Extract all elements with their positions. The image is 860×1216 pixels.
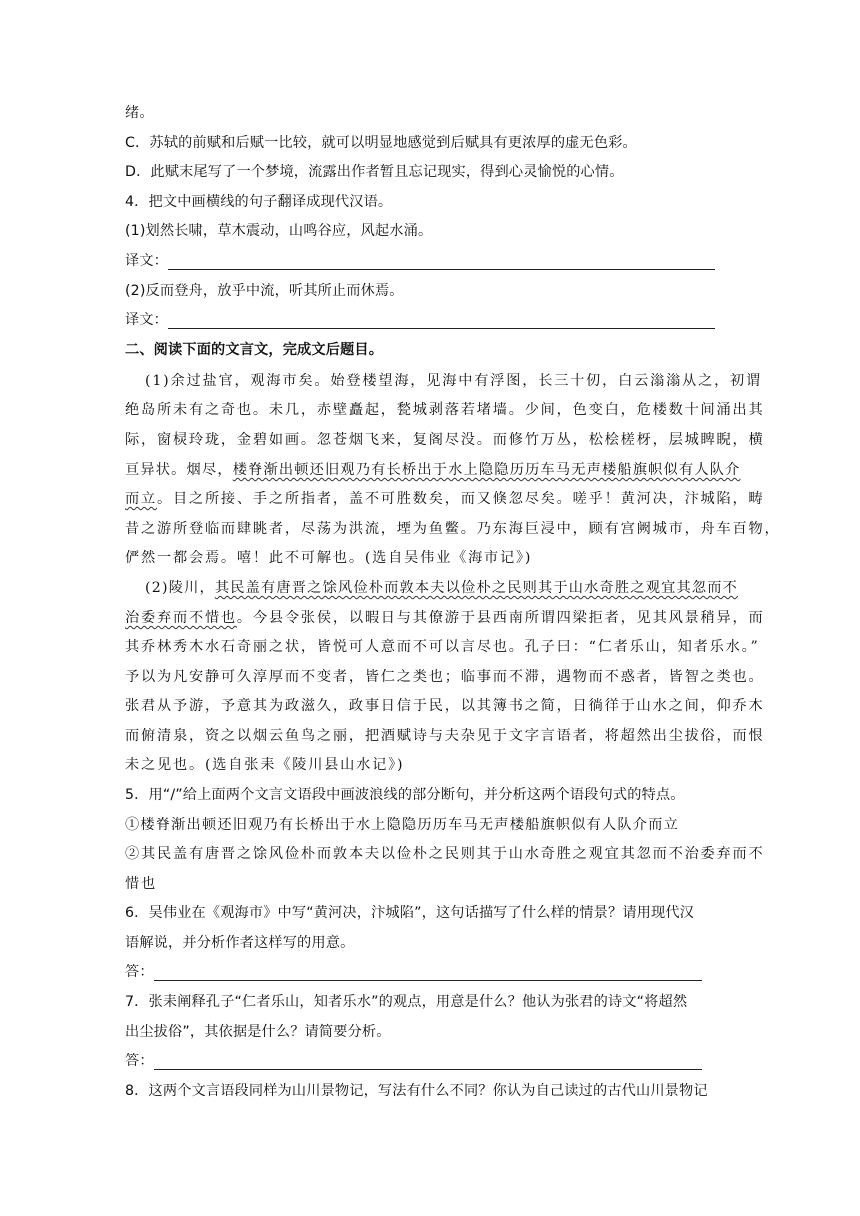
question-7-cont: 出尘拔俗”，其依据是什么？请简要分析。: [125, 1024, 391, 1040]
passage-2-line: 张君从予游，予意其为政滋久，政事日信于民，以其簿书之简，日徜徉于山水之间，仰乔木: [125, 698, 765, 714]
passage-2-source: 未之见也。(选自张耒《陵川县山水记》): [125, 757, 405, 773]
question-5-item-1: ①楼脊渐出顿还旧观乃有长桥出于水上隐隐历历车马无声楼船旗帜似有人队介而立: [125, 817, 679, 833]
passage-2-text: 。今县令张侯，以暇日与其僚游于县西南所谓四梁拒者，见其风景稍异，而: [236, 610, 765, 626]
answer-blank[interactable]: [168, 255, 715, 270]
answer-label: 答：: [125, 1053, 154, 1069]
question-4-item-1: (1)划然长啸，草木震动，山鸣谷应，风起水涌。: [125, 223, 433, 239]
passage-1-line: 绝岛所未有之奇也。未几，赤壁矗起，甃城剥落若堵墙。少间，色变白，危楼数十间涌出其: [125, 402, 765, 418]
wavy-underlined-text: 治委弃而不惜也: [125, 610, 237, 626]
passage-2-text: (2)陵川，: [145, 580, 215, 596]
question-7: 7．张耒阐释孔子“仁者乐山，知者乐水”的观点，用意是什么？他认为张君的诗文“将超然: [125, 994, 688, 1010]
wavy-underlined-text: 其民盖有唐晋之馀风俭朴而敦本夫以俭朴之民则其于山水奇胜之观宜其忽而不: [214, 580, 739, 596]
passage-2-line: [145, 579, 740, 597]
passage-1-text: 亘异状。烟尽，: [125, 462, 233, 478]
wavy-underlined-text: 楼脊渐出顿还旧观乃有长桥出于水上隐隐历历车马无声楼船旗帜似有人队介: [232, 462, 741, 478]
passage-1-source: 俨然一都会焉。嘻！此不可解也。(选自吴伟业《海市记》): [125, 550, 533, 566]
question-5: 5．用“/”给上面两个文言文语段中画波浪线的部分断句，并分析这两个语段句式的特点。: [125, 787, 685, 803]
answer-blank[interactable]: [154, 966, 702, 981]
answer-line: [125, 252, 740, 270]
question-4: 4．把文中画横线的句子翻译成现代汉语。: [125, 194, 393, 210]
passage-2-line: 而俯清泉，资之以烟云鱼鸟之丽，把酒赋诗与夫杂见于文字言语者，将超然出尘拔俗，而恨: [125, 728, 765, 744]
passage-1-line: [125, 490, 765, 508]
text-line: 绪。: [125, 105, 154, 121]
answer-label: 译文：: [125, 312, 169, 328]
question-4-item-2: (2)反而登舟，放乎中流，听其所止而休焉。: [125, 283, 404, 299]
question-6: 6．吴伟业在《观海市》中写“黄河决，汴城陷”，这句话描写了什么样的情景？请用现代汉: [125, 905, 695, 921]
answer-blank[interactable]: [168, 314, 715, 329]
passage-2-line: 予以为凡安静可久淳厚而不变者，皆仁之类也；临事而不滞，遇物而不惑者，皆智之类也。: [125, 669, 765, 685]
answer-line: [125, 1052, 740, 1070]
question-8: 8．这两个文言语段同样为山川景物记，写法有什么不同？你认为自己读过的古代山川景物记: [125, 1083, 708, 1099]
wavy-underlined-text: 而立: [125, 491, 157, 507]
answer-line: [125, 311, 740, 329]
passage-1-line: 昔之游所登临而肆眺者，尽荡为洪流，堙为鱼鳖。乃东海巨浸中，顾有宫阙城市，舟车百物，: [125, 521, 781, 537]
option-c: C．苏轼的前赋和后赋一比较，就可以明显地感觉到后赋具有更浓厚的虚无色彩。: [125, 135, 637, 151]
passage-1-line: [125, 461, 740, 479]
passage-1-line: (1)余过盐官，观海市矣。始登楼望海，见海中有浮图，长三十仞，白云滃滃从之，初谓: [145, 373, 763, 389]
answer-blank[interactable]: [154, 1055, 702, 1070]
answer-line: [125, 963, 740, 981]
section-heading: 二、阅读下面的文言文，完成文后题目。: [125, 342, 384, 358]
answer-label: 答：: [125, 964, 154, 980]
passage-1-text: 。目之所接、手之所指者，盖不可胜数矣，而又倏忽尽矣。嗟乎！黄河决，汴城陷，畴: [156, 491, 765, 507]
question-5-item-2: ②其民盖有唐晋之馀风俭朴而敦本夫以俭朴之民则其于山水奇胜之观宜其忽而不治委弃而不: [125, 846, 765, 862]
question-6-cont: 语解说，并分析作者这样写的用意。: [125, 935, 355, 951]
passage-2-line: [125, 609, 765, 627]
passage-1-line: 际，窗棂玲珑，金碧如画。忽苍烟飞来，复阁尽没。而修竹万丛，松桧槎枒，层城睥睨，横: [125, 432, 765, 448]
option-d: D．此赋末尾写了一个梦境，流露出作者暂且忘记现实，得到心灵愉悦的心情。: [125, 164, 624, 180]
passage-2-line: 其乔林秀木水石奇丽之状，皆悦可人意而不可以言尽也。孔子曰：“仁者乐山，知者乐水。”: [125, 639, 760, 655]
question-5-item-2-cont: 惜也: [125, 876, 157, 892]
answer-label: 译文：: [125, 253, 169, 269]
